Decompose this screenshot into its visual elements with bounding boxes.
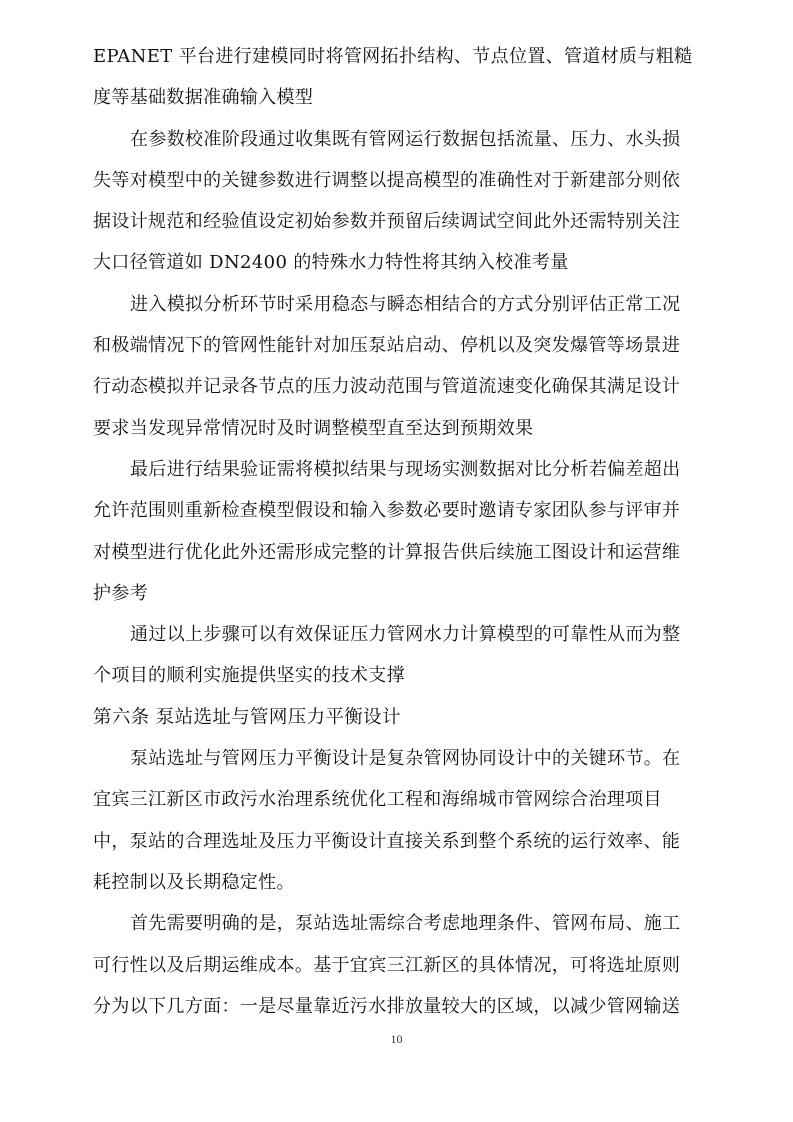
text-line: 大口径管道如 DN2400 的特殊水力特性将其纳入校准考量	[93, 252, 569, 274]
text-line: 分为以下几方面：一是尽量靠近污水排放量较大的区域，以减少管网输送	[93, 995, 681, 1017]
text-line: 泵站选址与管网压力平衡设计是复杂管网协同设计中的关键环节。在	[130, 748, 681, 770]
text-line: 可行性以及后期运维成本。基于宜宾三江新区的具体情况，可将选址原则	[93, 954, 681, 976]
text-line: 据设计规范和经验值设定初始参数并预留后续调试空间此外还需特别关注	[93, 211, 681, 233]
text-line: 个项目的顺利实施提供坚实的技术支撑	[93, 665, 405, 687]
text-line: 通过以上步骤可以有效保证压力管网水力计算模型的可靠性从而为整	[130, 624, 681, 646]
text-line: 允许范围则重新检查模型假设和输入参数必要时邀请专家团队参与评审并	[93, 500, 681, 522]
text-line: EPANET 平台进行建模同时将管网拓扑结构、节点位置、管道材质与粗糙	[93, 46, 693, 67]
text-line: 中，泵站的合理选址及压力平衡设计直接关系到整个系统的运行效率、能	[93, 830, 681, 852]
paragraph	[93, 903, 713, 1027]
text-line: 失等对模型中的关键参数进行调整以提高模型的准确性对于新建部分则依	[93, 169, 681, 191]
text-line: 要求当发现异常情况时及时调整模型直至达到预期效果	[93, 417, 534, 439]
paragraph	[93, 119, 713, 284]
paragraph	[93, 738, 713, 903]
text-line: 耗控制以及长期稳定性。	[93, 871, 295, 893]
text-line: 度等基础数据准确输入模型	[93, 87, 314, 109]
text-line: 宜宾三江新区市政污水治理系统优化工程和海绵城市管网综合治理项目	[93, 789, 662, 811]
paragraph	[93, 614, 713, 697]
paragraph	[93, 284, 713, 449]
section-heading	[93, 697, 713, 738]
text-line: 进入模拟分析环节时采用稳态与瞬态相结合的方式分别评估正常工况	[130, 293, 681, 315]
text-line: 第六条 泵站选址与管网压力平衡设计	[93, 706, 401, 728]
text-line: 和极端情况下的管网性能针对加压泵站启动、停机以及突发爆管等场景进	[93, 335, 681, 357]
text-line: 首先需要明确的是，泵站选址需综合考虑地理条件、管网布局、施工	[130, 913, 681, 935]
text-line: 行动态模拟并记录各节点的压力波动范围与管道流速变化确保其满足设计	[93, 376, 681, 398]
text-line: 护参考	[93, 582, 149, 604]
text-line: 在参数校准阶段通过收集既有管网运行数据包括流量、压力、水头损	[130, 128, 681, 150]
paragraph	[93, 449, 713, 614]
document-page	[93, 36, 713, 1027]
paragraph	[93, 36, 713, 119]
page-number: 10	[390, 1032, 403, 1046]
text-line: 最后进行结果验证需将模拟结果与现场实测数据对比分析若偏差超出	[130, 458, 681, 480]
text-line: 对模型进行优化此外还需形成完整的计算报告供后续施工图设计和运营维	[93, 541, 681, 563]
